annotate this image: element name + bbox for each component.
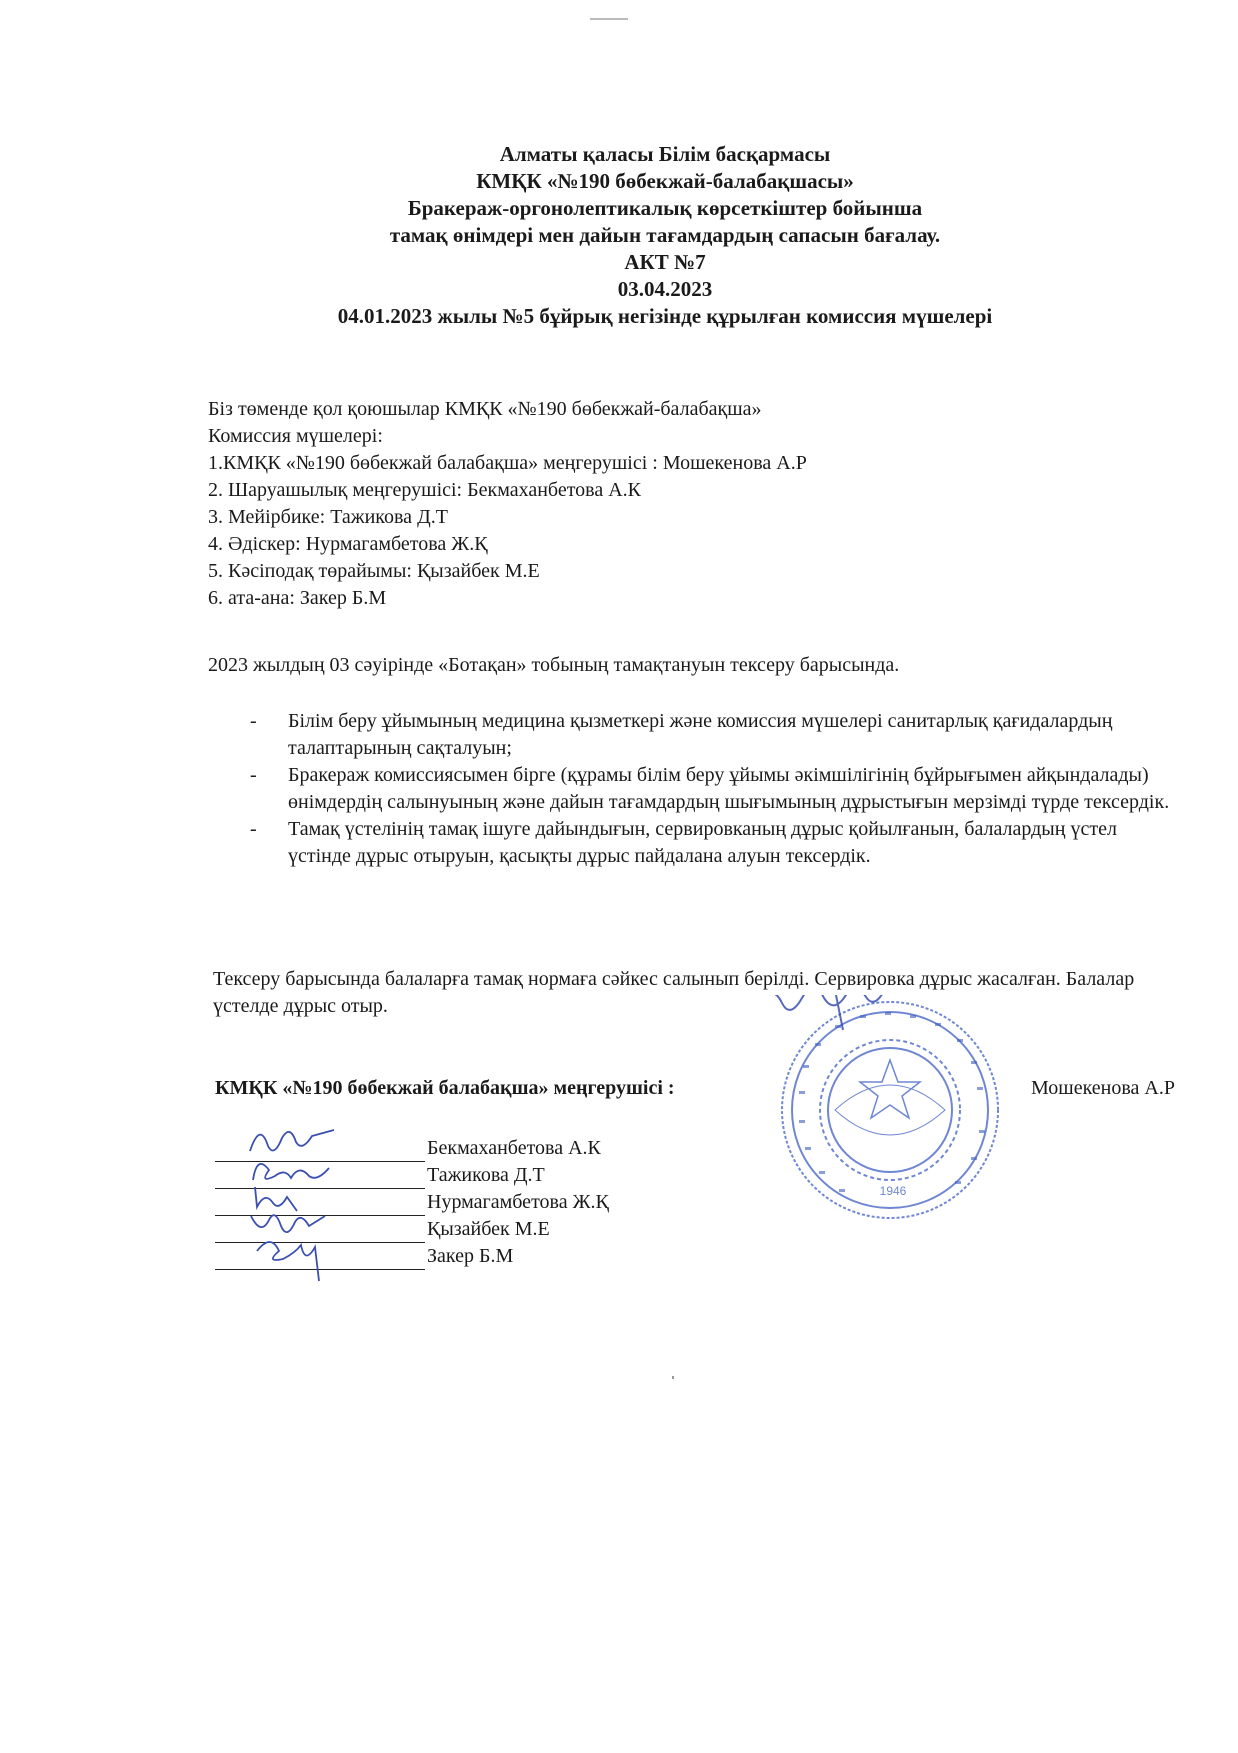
bullet-item [250,816,1180,870]
dash-bullet: - [250,710,257,732]
signatory-name: Нурмагамбетова Ж.Қ [427,1191,609,1213]
bullet-text: Білім беру ұйымының медицина қызметкері және комиссия мүшелері санитарлық қағидалардың талаптарының сақталуын; [288,710,1113,759]
commission-members [208,396,807,612]
header-line-organization: КМҚК «№190 бөбекжай-балабақшасы» [476,169,854,193]
official-stamp [775,995,1005,1225]
document-header [250,141,1080,330]
signatory-name: Қызайбек М.Е [427,1218,550,1240]
signatory-name: Закер Б.М [427,1245,514,1267]
member-item: 3. Мейірбике: Тажикова Д.Т [208,506,448,528]
member-item: 2. Шаруашылық меңгерушісі: Бекмаханбетова А.К [208,479,642,501]
head-signature-row [215,1075,1175,1102]
member-item: 4. Әдіскер: Нурмагамбетова Ж.Қ [208,533,488,555]
members-intro: Біз төменде қол қоюшылар КМҚК «№190 бөбекжай-балабақша» [208,398,762,420]
scan-mark [672,1376,674,1379]
header-line-department: Алматы қаласы Білім басқармасы [499,142,831,166]
inspection-result: Тексеру барысында балаларға тамақ нормаға сәйкес салынып берілді. Сервировка дұрыс жасалған. Балалар үстелде дұрыс отыр. [213,968,1135,1017]
signature-list [215,1135,609,1270]
dash-bullet: - [250,818,257,840]
inspection-intro: 2023 жылдың 03 сәуірінде «Ботақан» тобының тамақтануын тексеру барысында. [208,654,900,676]
stamp-year: 1946 [879,1184,907,1198]
member-item: 1.КМҚК «№190 бөбекжай балабақша» меңгерушісі : Мошекенова А.Р [208,452,807,474]
handwritten-signature [245,1231,365,1271]
act-date: 03.04.2023 [617,277,713,301]
header-line-subject-2: тамақ өнімдері мен дайын тағамдардың сапасын бағалау. [389,223,941,247]
signature-line [215,1247,425,1270]
dash-bullet: - [250,764,257,786]
bullet-item [250,708,1180,762]
members-heading: Комиссия мүшелері: [208,425,383,447]
header-line-subject-1: Бракераж-оргонолептикалық көрсеткіштер бойынша [407,196,923,220]
signatory-name: Тажикова Д.Т [427,1164,545,1186]
bullet-item [250,762,1180,816]
scan-mark [590,18,628,20]
member-item: 6. ата-ана: Закер Б.М [208,587,387,609]
header-line-order: 04.01.2023 жылы №5 бұйрық негізінде құрылған комиссия мүшелері [337,304,993,328]
head-signature-label: КМҚК «№190 бөбекжай балабақша» меңгерушісі : [215,1077,675,1099]
bullet-text: Бракераж комиссиясымен бірге (құрамы білім беру ұйымы әкімшілігінің бұйрығымен айқындалады) өнімдердің салынуының және дайын тағамдардың шығымының дұрыстығын мерзімді түрде тексердік. [288,764,1170,813]
signatory-name: Бекмаханбетова А.К [427,1137,601,1159]
bullet-text: Тамақ үстелінің тамақ ішуге дайындығын, сервировканың дұрыс қойылғанын, балалардың үстел үстінде дұрыс отыруын, қасықты дұрыс пайдалана алуын тексердік. [288,818,1117,867]
act-number: АКТ №7 [624,250,706,274]
head-signature-name: Мошекенова А.Р [1031,1077,1175,1099]
inspection-bullets [250,708,1180,870]
signature-row [215,1243,609,1270]
member-item: 5. Кәсіподақ төрайымы: Қызайбек М.Е [208,560,540,582]
